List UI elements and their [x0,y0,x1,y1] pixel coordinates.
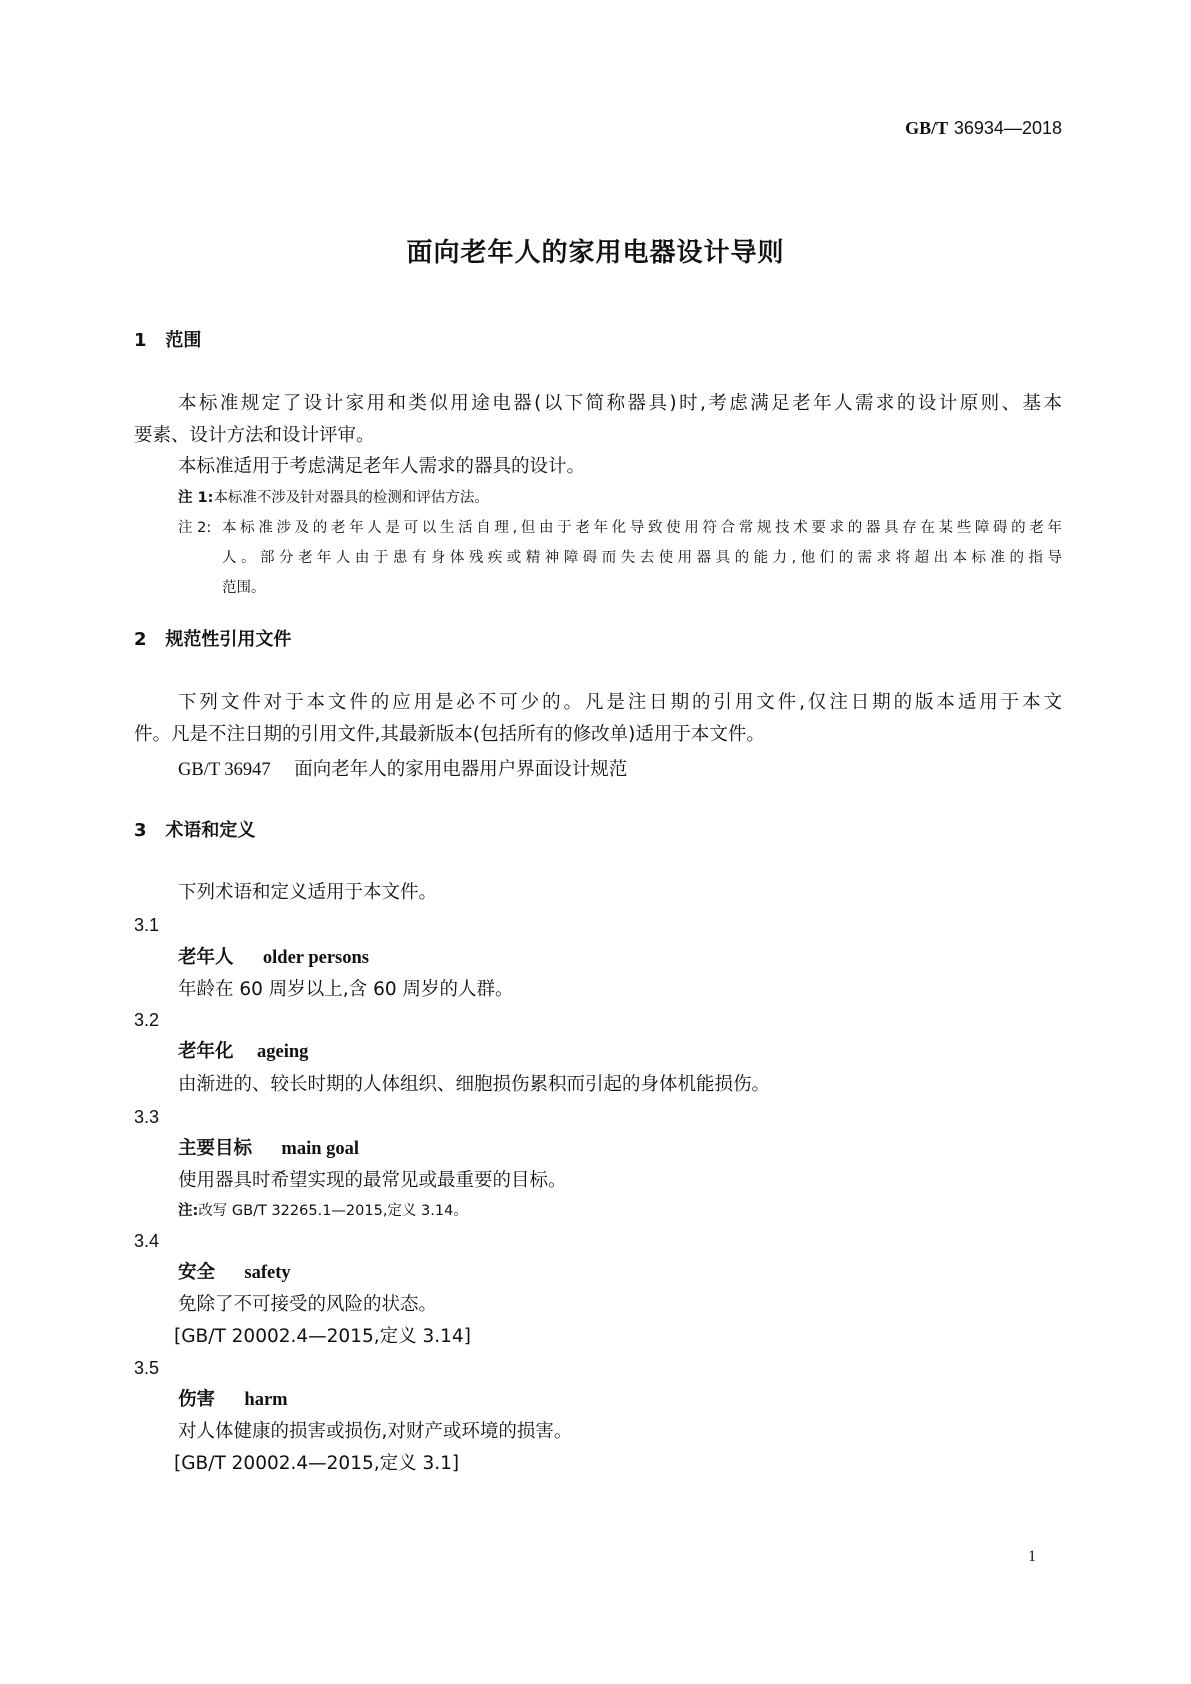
section-2-para-line: 下列文件对于本文件的应用是必不可少的。凡是注日期的引用文件,仅注日期的版本适用于本文 [178,692,1062,713]
term-definition: 由渐进的、较长时期的人体组织、细胞损伤累积而引起的身体机能损伤。 [178,1074,771,1095]
term-number: 3.5 [134,1358,160,1378]
term-definition: 免除了不可接受的风险的状态。 [178,1294,438,1315]
term-heading: 安全 safety [178,1262,291,1283]
section-1-para-line: 要素、设计方法和设计评审。 [134,425,375,446]
section-2-heading: 2 规范性引用文件 [134,629,292,650]
term-note: 注:改写 GB/T 32265.1—2015,定义 3.14。 [178,1203,468,1219]
term-number: 3.1 [134,915,160,935]
note-1: 注 1:本标准不涉及针对器具的检测和评估方法。 [178,490,489,506]
section-2-para-line: 件。凡是不注日期的引用文件,其最新版本(包括所有的修改单)适用于本文件。 [134,724,765,745]
note-2-line: 范围。 [222,580,266,596]
term-number: 3.4 [134,1231,160,1251]
section-3-intro: 下列术语和定义适用于本文件。 [178,882,438,903]
page-title: 面向老年人的家用电器设计导则 [406,238,785,268]
term-number: 3.3 [134,1107,160,1127]
term-heading: 老年化 ageing [178,1041,309,1062]
section-1-para2: 本标准适用于考虑满足老年人需求的器具的设计。 [178,456,586,477]
term-heading: 老年人 older persons [178,947,369,968]
std-number: 36934—2018 [953,118,1062,138]
note-2-line: 本标准涉及的老年人是可以生活自理,但由于老年化导致使用符合常规技术要求的器具存在某些障碍的老年 [222,520,1062,536]
normative-reference: GB/T 36947 面向老年人的家用电器用户界面设计规范 [178,759,628,780]
note-2-line: 人。部分老年人由于患有身体残疾或精神障碍而失去使用器具的能力,他们的需求将超出本标准的指导 [222,550,1062,566]
section-1-heading: 1 范围 [134,330,202,351]
std-prefix: GB/T [905,118,949,138]
section-1-para-line: 本标准规定了设计家用和类似用途电器(以下简称器具)时,考虑满足老年人需求的设计原则、基本 [178,393,1062,414]
term-definition: 使用器具时希望实现的最常见或最重要的目标。 [178,1170,567,1191]
standard-number [905,116,1062,141]
page-number: 1 [1028,1548,1036,1565]
term-source: [GB/T 20002.4—2015,定义 3.1] [174,1453,460,1474]
term-definition: 年龄在 60 周岁以上,含 60 周岁的人群。 [178,979,514,1000]
note-2-label: 注 2: [178,520,212,536]
term-heading: 伤害 harm [178,1389,288,1410]
term-heading: 主要目标 main goal [178,1138,360,1159]
term-definition: 对人体健康的损害或损伤,对财产或环境的损害。 [178,1421,573,1442]
term-number: 3.2 [134,1010,160,1030]
section-3-heading: 3 术语和定义 [134,820,256,841]
term-source: [GB/T 20002.4—2015,定义 3.14] [174,1326,471,1347]
